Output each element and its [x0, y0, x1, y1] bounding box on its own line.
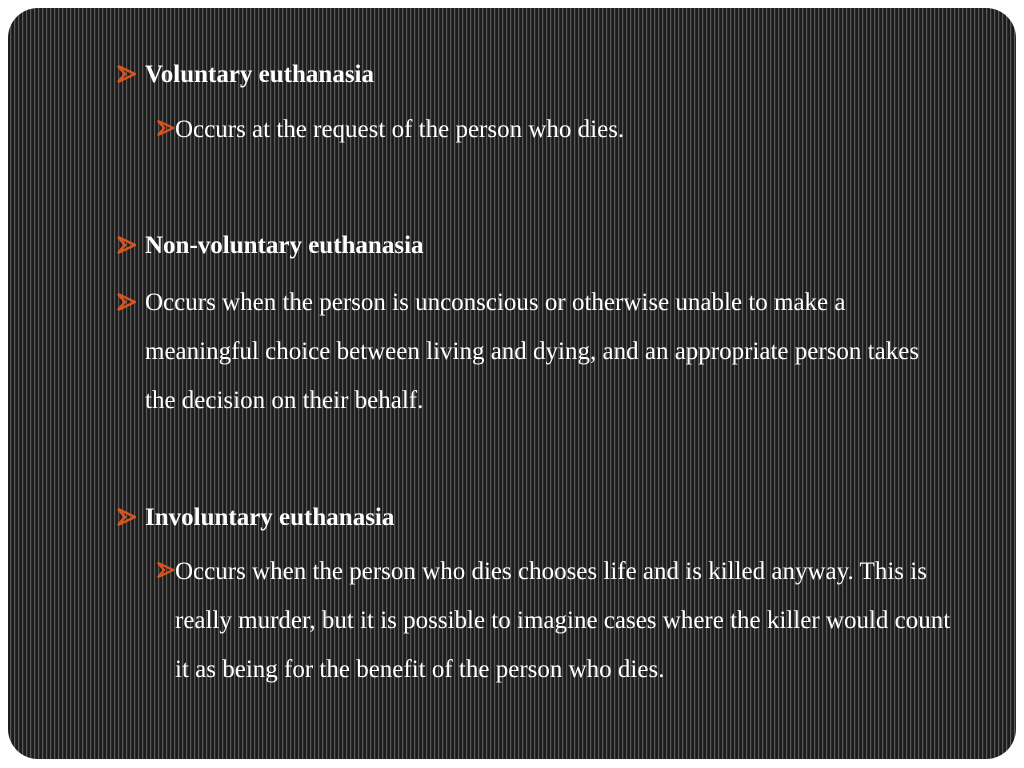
- bullet-item-involuntary-heading: [116, 493, 996, 542]
- bullet-text: Voluntary euthanasia: [145, 61, 374, 88]
- slide: [8, 8, 1016, 759]
- arrow-bullet-icon: [116, 278, 138, 327]
- bullet-text: Occurs at the request of the person who dies.: [175, 116, 625, 143]
- bullet-item-voluntary-heading: [116, 50, 996, 99]
- arrow-bullet-icon: [116, 221, 138, 270]
- bullet-item-nonvoluntary-heading: [116, 221, 996, 270]
- arrow-bullet-icon: [116, 493, 138, 542]
- bullet-text: Occurs when the person is unconscious or otherwise unable to make a meaningful choice between living and dying, and an appropriate person takes the decision on their behalf.: [145, 289, 920, 414]
- arrow-bullet-icon: [116, 50, 138, 99]
- arrow-bullet-icon: [156, 105, 178, 154]
- bullet-text: Involuntary euthanasia: [145, 504, 395, 531]
- bullet-item-voluntary-detail: [156, 105, 976, 154]
- bullet-item-nonvoluntary-detail: [116, 278, 931, 425]
- arrow-bullet-icon: [156, 547, 178, 596]
- bullet-text: Occurs when the person who dies chooses life and is killed anyway. This is really murder, but it is possible to imagine cases where the killer would count it as being for the benefit of the person who dies.: [175, 558, 951, 683]
- bullet-text: Non-voluntary euthanasia: [145, 232, 424, 259]
- bullet-item-involuntary-detail: [156, 547, 956, 694]
